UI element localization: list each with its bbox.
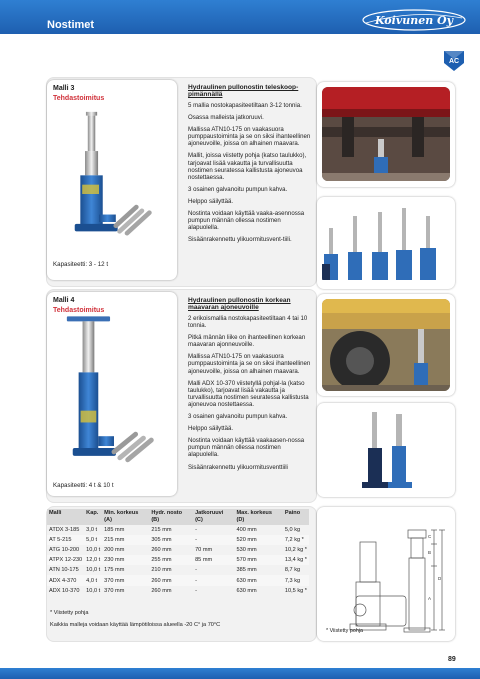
table-cell: 530 mm <box>236 547 257 554</box>
truck-wheel-photo <box>322 299 450 391</box>
table-cell: ATN 10-175 <box>49 567 79 574</box>
page-title: Nostimet <box>47 19 95 31</box>
table-cell: AT 5-215 <box>49 537 72 544</box>
model3-heading: Hydraulinen pullonostin teleskoop-pimännällä <box>188 84 299 98</box>
model3-paragraph: Mallissa ATN10-175 on vaakasuora pumppaustoiminta ja se on siksi ihanteellinen ajoneuvoille, joissa on alhainen maavara. <box>188 126 311 148</box>
col-header: Paino <box>284 510 301 516</box>
table-header-row <box>47 509 309 525</box>
table-cell: 10,5 kg * <box>284 587 307 594</box>
table-cell: ATPX 12-230 <box>49 557 83 564</box>
telescopic-jack-image <box>59 110 167 250</box>
col-header: Min. korkeus (A) <box>104 510 139 523</box>
table-cell: ADX 4-370 <box>49 577 77 584</box>
model4-paragraph: Malli ADX 10-370 viistetyllä pohjal-la (katso taulukko), tarjoavat lisää vakautta ja turvallisuutta nostimen seuratessa kallistusta ajoneuvoa nostettaessa. <box>188 379 309 408</box>
brand-name: Koivunen Oy <box>374 14 454 27</box>
model3-paragraph: Mallit, joissa viistetty pohja (katso taulukko), tarjoavat lisää vakautta ja turvallisuutta nostimen seuratessa kallistusta ajoneuvoa nostettaessa. <box>188 152 307 181</box>
model3-description <box>188 84 311 248</box>
table-cell: ADX 10-370 <box>49 587 80 594</box>
ac-badge-icon <box>442 49 466 73</box>
table-cell: 8,7 kg <box>284 567 301 574</box>
jack-lineup-photo-card <box>317 197 455 289</box>
model4-capacity: Kapasiteetti: 4 t & 10 t <box>53 482 114 489</box>
dim-label: A <box>428 596 432 601</box>
table-cell: - <box>195 577 197 584</box>
table-cell: 12,0 t <box>86 557 101 564</box>
table-cell: 385 mm <box>236 567 257 574</box>
col-header: Hydr. nosto (B) <box>151 510 183 523</box>
table-row <box>47 586 309 596</box>
col-header: Jatkoruuvi (C) <box>195 510 224 523</box>
header-bar <box>0 0 480 34</box>
table-footnote: * Viistetty pohja <box>50 610 89 616</box>
table-cell: - <box>195 527 197 534</box>
col-header: Kap. <box>86 510 99 516</box>
table-cell: 215 mm <box>151 527 172 534</box>
model3-name: Malli 3 <box>53 85 75 92</box>
table-cell: - <box>195 537 197 544</box>
table-cell: 630 mm <box>236 577 257 584</box>
table-cell: 10,0 t <box>86 547 101 554</box>
dim-label: B <box>428 550 432 555</box>
vehicle-underside-photo <box>322 87 450 181</box>
model4-paragraph: 2 erikoismallia nostokapasiteetiltaan 4 tai 10 tonnia. <box>188 315 308 330</box>
two-jacks-photo-card <box>317 403 455 497</box>
model4-heading: Hydraulinen pullonostin korkean maavaran ajoneuvoille <box>188 297 291 311</box>
table-cell: 5,0 kg <box>284 527 301 534</box>
table-cell: 7,3 kg <box>284 577 301 584</box>
table-cell: 10,0 t <box>86 587 101 594</box>
table-cell: 255 mm <box>151 557 172 564</box>
model3-paragraph: Nostinta voidaan käyttää vaaka-asennossa pumpun männän ollessa nostimen alapuolella. <box>188 210 305 232</box>
model3-paragraph: 3 osainen galvanoitu pumpun kahva. <box>188 185 288 193</box>
jack-lineup-photo <box>322 202 450 284</box>
model3-paragraph: Sisäänrakennettu ylikuormitusvent-tiili. <box>188 236 292 244</box>
model4-paragraph: 3 osainen galvanoitu pumpun kahva. <box>188 413 288 421</box>
model4-paragraph: Mallissa ATN10-175 on vaakasuora pumppaustoiminta ja se on siksi ihanteellinen ajoneuvoille, joissa on alhainen maavara. <box>188 353 311 375</box>
table-cell: 3,0 t <box>86 527 98 534</box>
model4-description <box>188 297 311 476</box>
model3-subtitle: Tehdastoimitus <box>53 95 105 102</box>
model3-paragraph: Osassa malleista jatkoruuvi. <box>188 114 264 122</box>
table-cell: 70 mm <box>195 547 213 554</box>
model3-paragraph: 5 mallia nostokapasiteetiltaan 3-12 tonnia. <box>188 102 302 109</box>
table-cell: ATDX 3-185 <box>49 527 80 534</box>
table-cell: 370 mm <box>104 577 125 584</box>
model4-paragraph: Nostinta voidaan käyttää vaakaasen-nossa pumpun männän ollessa nostimen alapuolella. <box>188 437 305 459</box>
model3-paragraph: Helppo säilyttää. <box>188 197 234 205</box>
table-cell: - <box>195 587 197 594</box>
table-cell: - <box>195 567 197 574</box>
table-cell: 5,0 t <box>86 537 98 544</box>
table-cell: ATG 10-200 <box>49 547 80 554</box>
model4-paragraph: Sisäänrakennettu ylikuormitusventtiili <box>188 463 288 471</box>
table-cell: 7,2 kg * <box>284 537 304 544</box>
table-cell: 570 mm <box>236 557 257 564</box>
table-cell: 370 mm <box>104 587 125 594</box>
high-lift-jack-image <box>59 314 167 472</box>
badge-label: AC <box>448 58 460 65</box>
table-cell: 520 mm <box>236 537 257 544</box>
table-cell: 260 mm <box>151 577 172 584</box>
two-jacks-photo <box>322 408 450 492</box>
table-row <box>47 565 309 575</box>
table-cell: 260 mm <box>151 587 172 594</box>
model4-paragraph: Pitkä männän liike on ihanteellinen korkean maavaran ajonneuvoille. <box>188 334 306 349</box>
table-row <box>47 575 309 585</box>
table-row <box>47 555 309 565</box>
table-cell: 10,2 kg * <box>284 547 307 554</box>
table-cell: 305 mm <box>151 537 172 544</box>
table-cell: 200 mm <box>104 547 125 554</box>
dim-label: D <box>438 576 442 581</box>
table-cell: 10,0 t <box>86 567 101 574</box>
table-cell: 215 mm <box>104 537 125 544</box>
footer-bar <box>0 668 480 679</box>
model4-subtitle: Tehdastoimitus <box>53 307 105 314</box>
vehicle-underside-photo-card <box>317 82 455 187</box>
model3-capacity: Kapasiteetti: 3 - 12 t <box>53 261 109 268</box>
table-note: Kaikkia malleja voidaan käyttää lämpötiloissa alueella -20 C° ja 70°C <box>50 622 221 628</box>
table-cell: 260 mm <box>151 547 172 554</box>
table-cell: 230 mm <box>104 557 125 564</box>
spec-table <box>47 509 309 596</box>
table-cell: 185 mm <box>104 527 125 534</box>
col-header: Max. korkeus (D) <box>236 510 272 523</box>
table-row <box>47 535 309 545</box>
table-cell: 210 mm <box>151 567 172 574</box>
model4-image-card <box>47 292 177 496</box>
table-cell: 630 mm <box>236 587 257 594</box>
model4-paragraph: Helppo säilyttää. <box>188 425 234 433</box>
koivunen-logo <box>362 9 466 31</box>
truck-wheel-photo-card <box>317 294 455 396</box>
model4-name: Malli 4 <box>53 297 75 304</box>
dim-label: C <box>428 534 432 539</box>
dimension-drawing <box>320 510 454 640</box>
table-cell: 13,4 kg * <box>284 557 307 564</box>
page-number: 89 <box>448 656 456 663</box>
table-cell: 400 mm <box>236 527 257 534</box>
table-cell: 85 mm <box>195 557 213 564</box>
table-cell: 175 mm <box>104 567 125 574</box>
table-cell: 4,0 t <box>86 577 98 584</box>
drawing-note: * Viistetty pohja <box>326 628 364 634</box>
table-row <box>47 545 309 555</box>
table-row <box>47 525 309 535</box>
model3-image-card <box>47 80 177 280</box>
col-header: Malli <box>49 510 62 516</box>
